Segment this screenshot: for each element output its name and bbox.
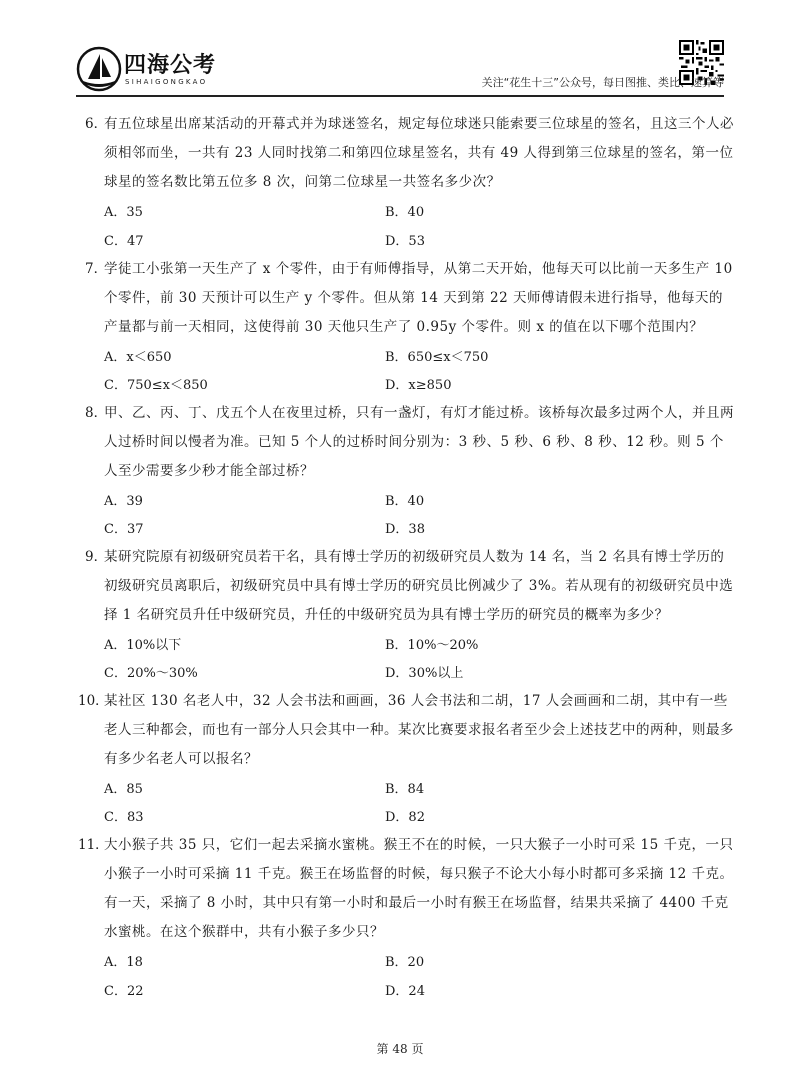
question-text: 某社区 130 名老人中，32 人会书法和画画，36 人会书法和二胡，17 人会画画和二胡，其中有一些老人三种都会，而也有一部分人只会其中一种。某次比赛要求报名者至少会上述技艺中的两种，则最多有多少名老人可以报名？ <box>104 693 734 767</box>
option-d: D．82 <box>385 810 425 825</box>
question-number: 11． <box>78 837 109 853</box>
option-d: D．30%以上 <box>385 666 464 681</box>
option-b: B．40 <box>385 494 425 509</box>
question-10 <box>78 687 735 774</box>
option-c: C．750≤x＜850 <box>104 378 208 393</box>
question-9 <box>85 543 735 630</box>
option-b: B．10%～20% <box>385 638 479 653</box>
option-a: A．x＜650 <box>104 350 172 365</box>
sailboat-logo-icon <box>76 46 122 92</box>
option-b: B．650≤x＜750 <box>385 350 489 365</box>
question-number: 8． <box>85 405 108 421</box>
question-number: 7． <box>85 261 108 277</box>
page-number: 第 48 页 <box>376 1042 424 1056</box>
option-c: C．20%～30% <box>104 666 198 681</box>
page-header <box>0 0 800 100</box>
question-text: 有五位球星出席某活动的开幕式并为球迷签名，规定每位球迷只能索要三位球星的签名，且这三个人必须相邻而坐，一共有 23 人同时找第二和第四位球星签名，共有 49 人得到第三位球星的签名，第一位球星的签名数比第五位多 8 次，问第二位球星一共签名多少次？ <box>104 116 734 190</box>
question-text: 甲、乙、丙、丁、戊五个人在夜里过桥，只有一盏灯，有灯才能过桥。该桥每次最多过两个人，并且两人过桥时间以慢者为准。已知 5 个人的过桥时间分别为：3 秒、5 秒、6 秒、8 秒、12 秒。则 5 个人至少需要多少秒才能全部过桥？ <box>104 405 734 479</box>
question-11 <box>78 831 735 947</box>
option-d: D．53 <box>385 234 425 249</box>
question-number: 10． <box>78 693 109 709</box>
question-text: 大小猴子共 35 只，它们一起去采摘水蜜桃。猴王不在的时候，一只大猴子一小时可采 15 千克，一只小猴子一小时可采摘 11 千克。猴王在场监督的时候，每只猴子不论大小每小时都可多采摘 12 千克。有一天，采摘了 8 小时，其中只有第一小时和最后一小时有猴王在场监督，结果共采摘了 4400 千克水蜜桃。在这个猴群中，共有小猴子多少只？ <box>104 837 734 940</box>
option-b: B．20 <box>385 955 425 970</box>
brand-subtitle: SIHAIGONGKAO <box>125 78 208 86</box>
option-c: C．83 <box>104 810 144 825</box>
option-b: B．84 <box>385 782 425 797</box>
header-divider <box>76 95 724 97</box>
brand-name: 四海公考 <box>124 53 217 78</box>
header-slogan: 关注“花生十三”公众号，每日图推、类比、速算等 <box>481 76 724 89</box>
option-b: B．40 <box>385 205 425 220</box>
question-number: 6． <box>85 116 108 132</box>
brand-logo <box>76 46 226 92</box>
option-c: C．22 <box>104 984 144 999</box>
question-7 <box>85 255 735 342</box>
option-d: D．24 <box>385 984 425 999</box>
question-8 <box>85 399 735 486</box>
option-c: C．37 <box>104 522 144 537</box>
option-c: C．47 <box>104 234 144 249</box>
option-d: D．x≥850 <box>385 378 452 393</box>
question-6 <box>85 110 735 197</box>
option-d: D．38 <box>385 522 425 537</box>
question-number: 9． <box>85 549 108 565</box>
option-a: A．39 <box>104 494 143 509</box>
option-a: A．18 <box>104 955 143 970</box>
option-a: A．35 <box>104 205 143 220</box>
question-text: 学徒工小张第一天生产了 x 个零件，由于有师傅指导，从第二天开始，他每天可以比前一天多生产 10 个零件，前 30 天预计可以生产 y 个零件。但从第 14 天到第 22 天师傅请假未进行指导，他每天的产量都与前一天相同，这使得前 30 天他只生产了 0.95y 个零件。则 x 的值在以下哪个范围内？ <box>104 261 733 335</box>
option-a: A．10%以下 <box>104 638 182 653</box>
question-text: 某研究院原有初级研究员若干名，具有博士学历的初级研究员人数为 14 名，当 2 名具有博士学历的初级研究员离职后，初级研究员中具有博士学历的研究员比例减少了 3%。若从现有的初级研究员中选择 1 名研究员升任中级研究员，升任的中级研究员为具有博士学历的研究员的概率为多少？ <box>104 549 734 623</box>
option-a: A．85 <box>104 782 143 797</box>
